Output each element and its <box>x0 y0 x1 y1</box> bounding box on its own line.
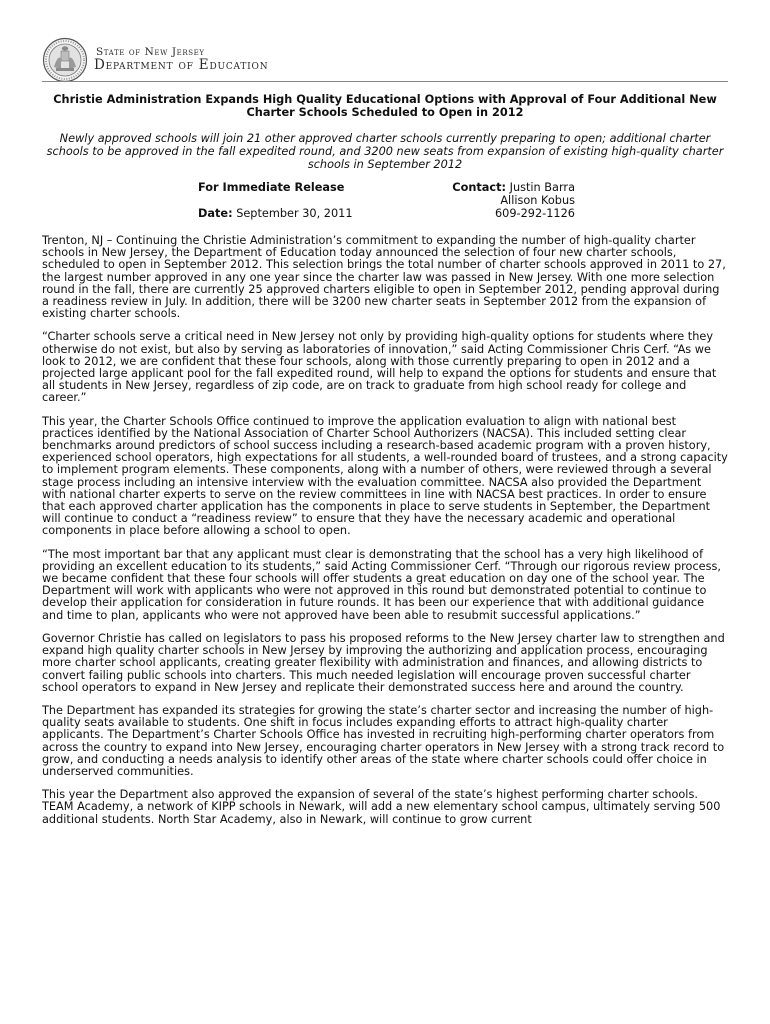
date-label: Date: <box>198 207 233 220</box>
headline: Christie Administration Expands High Quality Educational Options with Approval of Four Additional New Charter Schools Scheduled to Open in 2012 <box>53 93 717 119</box>
state-name: State of New Jersey <box>96 45 205 58</box>
subheadline: Newly approved schools will join 21 other approved charter schools currently preparing to open; additional charter schools to be approved in the fall expedited round, and 3200 new seats from expansion of existing high-quality charter schools in September 2012 <box>46 132 724 171</box>
contact-phone: 609-292-1126 <box>494 207 575 220</box>
header-divider <box>42 81 728 82</box>
contact-name-2: Allison Kobus <box>500 194 575 207</box>
release-date <box>198 207 353 220</box>
paragraph: Governor Christie has called on legislators to pass his proposed reforms to the New Jersey charter law to strengthen and expand high quality charter schools in New Jersey by improving the authorizing and application process, encouraging more charter school applicants, creating greater flexibility with administration and finances, and allowing districts to convert failing public schools into charters. This much needed legislation will encourage proven successful charter school operators to expand in New Jersey and replicate their demonstrated success here and around the country. <box>42 631 725 694</box>
paragraph: “Charter schools serve a critical need in New Jersey not only by providing high-quality options for students where they otherwise do not exist, but also by serving as laboratories of innovation,” said Acting Commissioner Chris Cerf. “As we look to 2012, we are confident that these four schools, along with those currently preparing to open in 2012 and a projected large applicant pool for the fall expedited round, will help to expand the options for students and ensure that all students in New Jersey, regardless of zip code, are on track to graduate from high school ready for college and career.” <box>42 330 717 405</box>
paragraph: “The most important bar that any applicant must clear is demonstrating that the school has a very high likelihood of providing an excellent education to its students,” said Acting Commissioner Cerf. “Through our rigorous review process, we became confident that these four schools will offer students a great education on day one of the school year. The Department will work with applicants who were not approved in this round but demonstrated potential to continue to develop their application for consideration in future rounds. It has been our experience that with additional guidance and time to plan, applicants who were not approved have been able to resubmit successful applications.” <box>42 547 721 622</box>
paragraph: This year the Department also approved the expansion of several of the state’s highest performing charter schools. TEAM Academy, a network of KIPP schools in Newark, will add a new elementary school campus, ultimately serving 500 additional students. North Star Academy, also in Newark, will continue to grow current <box>42 788 721 826</box>
contact-label: Contact: <box>452 181 507 194</box>
press-release-body <box>42 93 728 837</box>
contact-name-1: Justin Barra <box>509 181 575 194</box>
paragraph: Trenton, NJ – Continuing the Christie Administration’s commitment to expanding the number of high-quality charter schools in New Jersey, the Department of Education today announced the selection of four new charter schools, scheduled to open in September 2012. This selection brings the total number of charter schools approved in 2011 to 27, the largest number approved in any one year since the charter law was passed in New Jersey. With one more selection round in the fall, there are currently 25 approved charters eligible to open in September 2012, pending approval during a readiness review in July. In addition, there will be 3200 new charter seats in September 2012 from the expansion of existing charter schools. <box>42 234 726 321</box>
agency-name <box>94 47 268 73</box>
paragraph: The Department has expanded its strategies for growing the state’s charter sector and increasing the number of high-quality seats available to students. One shift in focus includes expanding efforts to attract high-quality charter applicants. The Department’s Charter Schools Office has invested in recruiting high-performing charter operators from across the country to expand into New Jersey, encouraging charter operators in New Jersey with a strong track record to grow, and conducting a needs analysis to identify other areas of the state where charter schools could offer choice in underserved communities. <box>42 703 725 778</box>
department-name: Department of Education <box>94 57 269 74</box>
date-value: September 30, 2011 <box>236 207 353 220</box>
release-label <box>198 181 344 194</box>
immediate-release-label: For Immediate Release <box>198 181 345 194</box>
paragraph: This year, the Charter Schools Office continued to improve the application evaluation to align with national best practices identified by the National Association of Charter School Authorizers (NACSA). This included setting clear benchmarks around predictors of school success including a research-based academic program with a proven history, experienced school operators, high expectations for all students, a well-rounded board of trustees, and a strong capacity to implement program elements. These components, along with a number of others, were reviewed through a several stage process including an intensive interview with the evaluation committee. NACSA also provided the Department with national charter experts to serve on the review committees in line with NACSA best practices. In order to ensure that each approved charter application has the components in place to serve students in September, the Department will continue to conduct a “readiness review” to ensure that they have the necessary academic and operational components in place before allowing a school to open. <box>42 414 728 538</box>
letterhead <box>42 34 268 86</box>
new-jersey-state-seal-icon <box>42 37 88 83</box>
contact-line-1 <box>437 181 575 194</box>
release-info <box>42 181 728 227</box>
contact-block <box>437 181 575 220</box>
